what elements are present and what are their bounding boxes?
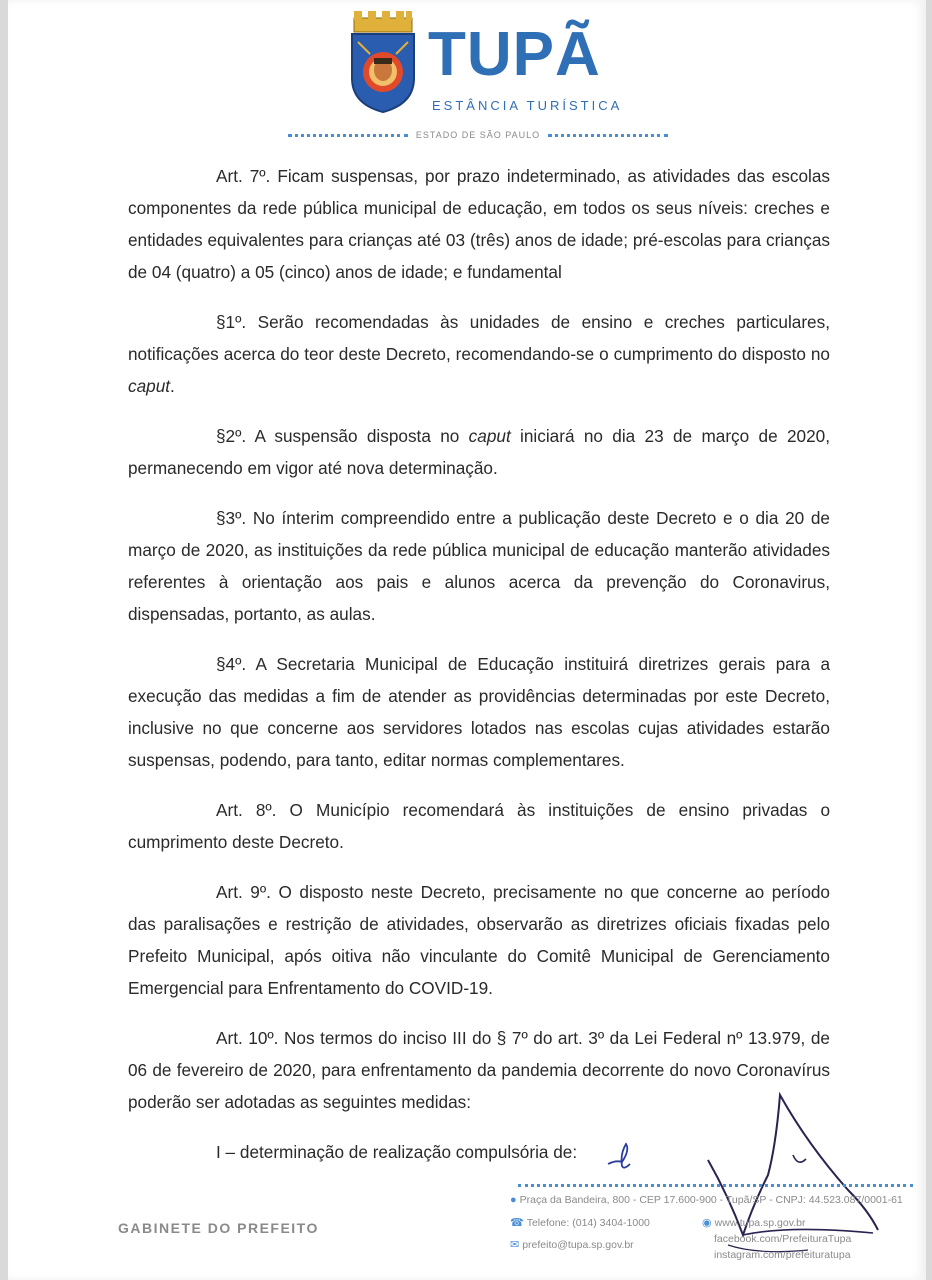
globe-icon: ◉ [702,1217,712,1229]
paragraph-text: §4º. A Secretaria Municipal de Educação instituirá diretrizes gerais para a execução das medidas a fim de atender as providências determinadas por este Decreto, inclusive no que concerne aos servidores lotados nas escolas cujas atividades estarão suspensas, podendo, para tanto, editar normas complementares. [128,654,830,770]
brand-subtitle: ESTÂNCIA TURÍSTICA [432,98,623,113]
phone-line [510,1216,650,1229]
instagram-text: instagram.com/prefeituratupa [714,1249,851,1261]
email-text: prefeito@tupa.sp.gov.br [522,1239,634,1251]
paragraph-text: Art. 10º. Nos termos do inciso III do § 7º do art. 3º da Lei Federal nº 13.979, de 06 de fevereiro de 2020, para enfrentamento da pandemia decorrente do novo Coronavírus poderão ser adotadas as seguintes medidas: [128,1028,830,1112]
paragraph [128,648,830,776]
handwritten-initial [606,1140,636,1172]
brand-name: TUPÃ [428,20,601,89]
paragraph [128,876,830,1004]
italic-term: caput [468,426,511,446]
state-label: ESTADO DE SÃO PAULO [415,130,541,140]
italic-term: caput [128,376,171,396]
footer-divider [518,1184,913,1187]
divider-dots-right [548,134,668,137]
location-pin-icon: ● [510,1194,517,1206]
divider-dots-left [288,134,408,137]
paragraph-text: §3º. No ínterim compreendido entre a publicação deste Decreto e o dia 20 de março de 2020, as instituições da rede pública municipal de educação manterão atividades referentes à orientação aos pais e alunos acerca da prevenção do Coronavirus, dispensadas, portanto, as aulas. [128,508,830,624]
document-page [8,0,926,1280]
paragraph [128,160,830,288]
phone-icon: ☎ [510,1217,524,1229]
document-body [128,160,830,1186]
paragraph-text: Art. 8º. O Município recomendará às instituições de ensino privadas o cumprimento deste Decreto. [128,800,830,852]
paragraph-text: Art. 9º. O disposto neste Decreto, precisamente no que concerne ao período das paralisações e restrição de atividades, observarão as diretrizes oficiais fixadas pelo Prefeito Municipal, após oitiva não vinculante do Comitê Municipal de Gerenciamento Emergencial para Enfrentamento do COVID-19. [128,882,830,998]
paragraph [128,794,830,858]
coat-of-arms-logo [344,8,422,116]
paragraph-text: §2º. A suspensão disposta no [216,426,469,446]
gabinete-label: GABINETE DO PREFEITO [118,1220,319,1236]
paragraph-text: iniciará no dia 23 de março de 2020, permanecendo em vigor até nova determinação. [128,426,830,478]
paragraph [128,502,830,630]
paragraph-text: I – determinação de realização compulsória de: [216,1142,578,1162]
paragraph-text: . [170,376,175,396]
state-divider [288,128,668,142]
phone-text: Telefone: (014) 3404-1000 [526,1217,650,1229]
email-line [510,1238,634,1251]
paragraph-text: §1º. Serão recomendadas às unidades de ensino e creches particulares, notificações acerca do teor deste Decreto, recomendando-se o cumprimento do disposto no [128,312,830,364]
address-line [510,1194,903,1206]
paragraph [128,306,830,402]
address-text: Praça da Bandeira, 800 - CEP 17.600-900 - Tupã/SP - CNPJ: 44.523.087/0001-61 [519,1194,903,1206]
email-icon: ✉ [510,1239,520,1251]
website-text: www.tupa.sp.gov.br [714,1217,806,1229]
paragraph-text: Art. 7º. Ficam suspensas, por prazo indeterminado, as atividades das escolas componentes da rede pública municipal de educação, em todos os seus níveis: creches e entidades equivalentes para crianças até 03 (três) anos de idade; pré-escolas para crianças de 04 (quatro) a 05 (cinco) anos de idade; e fundamental [128,166,830,282]
paragraph [128,420,830,484]
website-line [702,1216,805,1229]
facebook-text: facebook.com/PrefeituraTupa [714,1233,852,1245]
